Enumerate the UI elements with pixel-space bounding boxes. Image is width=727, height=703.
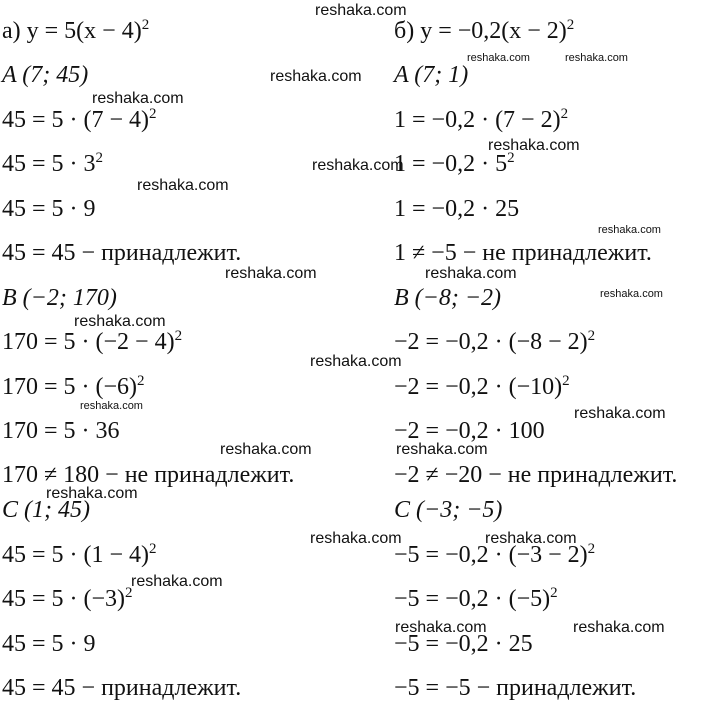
right-line-6 [394,238,652,268]
watermark-15: reshaka.com [80,400,143,412]
right-line-11 [394,460,677,490]
watermark-8: reshaka.com [137,177,229,194]
watermark-24: reshaka.com [573,619,665,636]
watermark-9: reshaka.com [598,224,661,236]
equation-text: −5 = −5 − принадлежит. [394,675,637,701]
exponent: 2 [566,17,575,33]
equation-text: B (−8; −2) [394,285,502,311]
equation-text: −2 ≠ −20 − не принадлежит. [394,462,678,488]
right-line-2 [394,60,468,90]
equation-text: B (−2; 170) [2,285,117,311]
equation-text: A (7; 45) [2,62,89,88]
left-line-10 [2,416,120,446]
right-line-1 [394,16,574,46]
equation-text: 45 = 5 · (1 − 4) [2,542,150,568]
equation-text: б) y = −0,2(x − 2) [394,18,567,44]
watermark-22: reshaka.com [131,573,223,590]
watermark-3: reshaka.com [92,90,184,107]
equation-text: −2 = −0,2 · (−8 − 2) [394,329,588,355]
equation-text: а) y = 5(x − 4) [2,18,142,44]
equation-text: 45 = 45 − принадлежит. [2,675,242,701]
exponent: 2 [562,373,570,389]
right-line-3 [394,105,568,135]
watermark-17: reshaka.com [220,441,312,458]
right-line-8 [394,327,595,357]
equation-text: 1 = −0,2 · (7 − 2) [394,107,561,133]
left-line-2 [2,60,88,90]
equation-text: 170 = 5 · 36 [2,418,120,444]
watermark-4: reshaka.com [467,52,530,64]
watermark-2: reshaka.com [270,68,362,85]
watermark-21: reshaka.com [485,530,577,547]
left-line-3 [2,105,157,135]
exponent: 2 [174,328,183,344]
left-line-1 [2,16,149,46]
watermark-20: reshaka.com [310,530,402,547]
exponent: 2 [560,106,569,122]
exponent: 2 [125,585,133,601]
left-line-8 [2,327,182,357]
left-line-4 [2,149,103,179]
left-line-14 [2,584,133,614]
left-line-15 [2,629,96,659]
equation-text: C (1; 45) [2,497,90,523]
exponent: 2 [149,541,157,557]
watermark-10: reshaka.com [225,265,317,282]
left-line-9 [2,372,145,402]
right-line-12 [394,495,502,525]
equation-text: −5 = −0,2 · (−5) [394,586,551,612]
left-line-13 [2,540,157,570]
watermark-12: reshaka.com [600,288,663,300]
exponent: 2 [587,328,596,344]
exponent: 2 [507,150,515,166]
left-line-6 [2,238,241,268]
watermark-14: reshaka.com [310,353,402,370]
equation-text: 45 = 5 · 9 [2,196,96,222]
equation-text: 1 = −0,2 · 5 [394,151,508,177]
right-line-9 [394,372,570,402]
watermark-1: reshaka.com [315,2,407,19]
equation-text: −2 = −0,2 · 100 [394,418,545,444]
equation-text: C (−3; −5) [394,497,503,523]
exponent: 2 [95,150,104,166]
equation-text: 45 = 5 · (−3) [2,586,126,612]
watermark-23: reshaka.com [395,619,487,636]
left-line-16 [2,673,241,703]
equation-text: A (7; 1) [394,62,469,88]
exponent: 2 [149,106,157,122]
left-line-7 [2,283,117,313]
equation-text: 170 ≠ 180 − не принадлежит. [2,462,295,488]
watermark-5: reshaka.com [565,52,628,64]
equation-text: 45 = 5 · 9 [2,631,96,657]
watermark-18: reshaka.com [396,441,488,458]
watermark-6: reshaka.com [312,157,404,174]
watermark-19: reshaka.com [46,485,138,502]
right-line-5 [394,194,519,224]
equation-text: −2 = −0,2 · (−10) [394,374,563,400]
left-line-5 [2,194,96,224]
exponent: 2 [137,373,145,389]
exponent: 2 [550,585,558,601]
right-line-7 [394,283,501,313]
right-line-16 [394,673,636,703]
equation-text: 1 = −0,2 · 25 [394,196,520,222]
equation-text: 45 = 5 · 3 [2,151,96,177]
equation-text: −5 = −0,2 · (−3 − 2) [394,542,588,568]
watermark-7: reshaka.com [488,137,580,154]
equation-text: 170 = 5 · (−2 − 4) [2,329,175,355]
exponent: 2 [141,17,150,33]
equation-text: 1 ≠ −5 − не принадлежит. [394,240,652,266]
watermark-13: reshaka.com [74,313,166,330]
right-line-14 [394,584,558,614]
exponent: 2 [587,541,596,557]
watermark-16: reshaka.com [574,405,666,422]
equation-text: −5 = −0,2 · 25 [394,631,533,657]
equation-text: 170 = 5 · (−6) [2,374,138,400]
equation-text: 45 = 5 · (7 − 4) [2,107,150,133]
watermark-11: reshaka.com [425,265,517,282]
equation-text: 45 = 45 − принадлежит. [2,240,242,266]
